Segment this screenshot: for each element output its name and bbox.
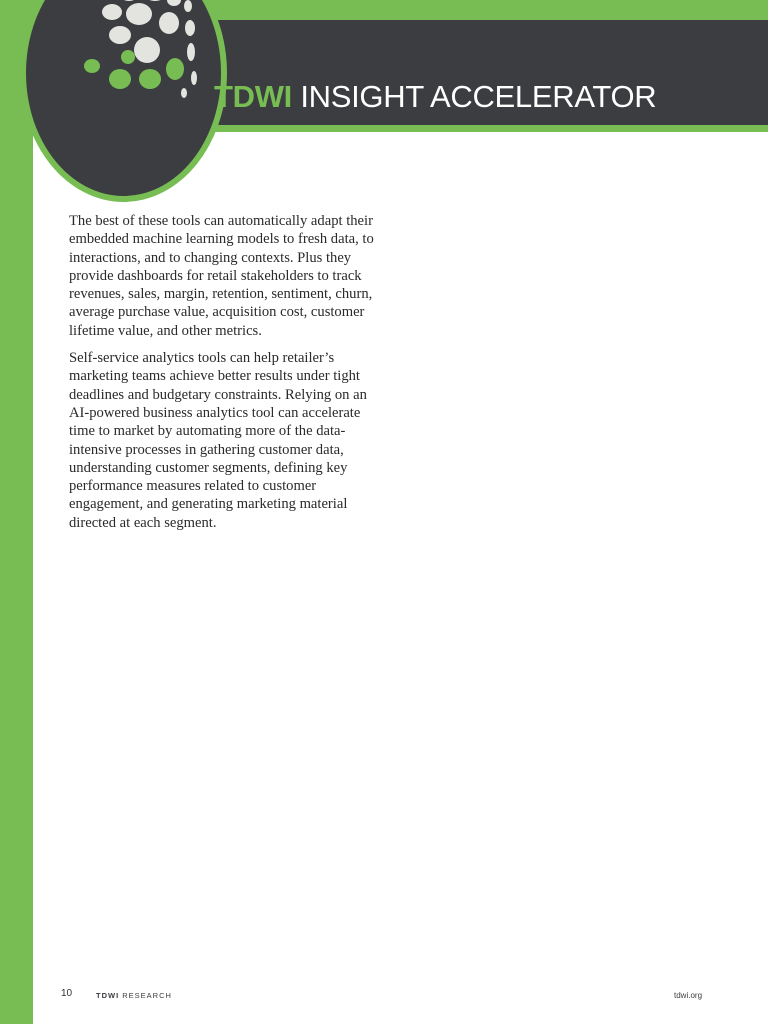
- footer-brand-rest: RESEARCH: [119, 991, 172, 1000]
- footer-url[interactable]: tdwi.org: [674, 991, 703, 1000]
- paragraph: The best of these tools can automatically adapt their embedded machine learning models to fresh data, to interactions, and to changing contexts. Plus they provide dashboards for retail stakeholders to track revenues, sales, margin, retention, sentiment, churn, average purchase value, acquisition cost, customer lifetime value, and other metrics.: [69, 213, 374, 339]
- footer-brand: [96, 991, 172, 1000]
- dot-sphere-logo-icon: [81, 0, 221, 100]
- page-number: 10: [61, 988, 73, 999]
- left-accent-bar: [0, 0, 33, 1024]
- logo-badge: [26, 0, 221, 196]
- footer-brand-bold: TDWI: [96, 991, 120, 1000]
- header-brand: TDWI: [214, 79, 292, 114]
- body-text: [69, 212, 389, 541]
- header-title: [214, 74, 656, 120]
- paragraph: Self-service analytics tools can help retailer’s marketing teams achieve better results under tight deadlines and budgetary constraints. Relying on an AI-powered business analytics tool can accelerate time to market by automating more of the data-intensive processes in gathering customer data, understanding customer segments, defining key performance measures related to customer engagement, and generating marketing material directed at each segment.: [69, 350, 367, 531]
- header-title-text: INSIGHT ACCELERATOR: [300, 79, 657, 114]
